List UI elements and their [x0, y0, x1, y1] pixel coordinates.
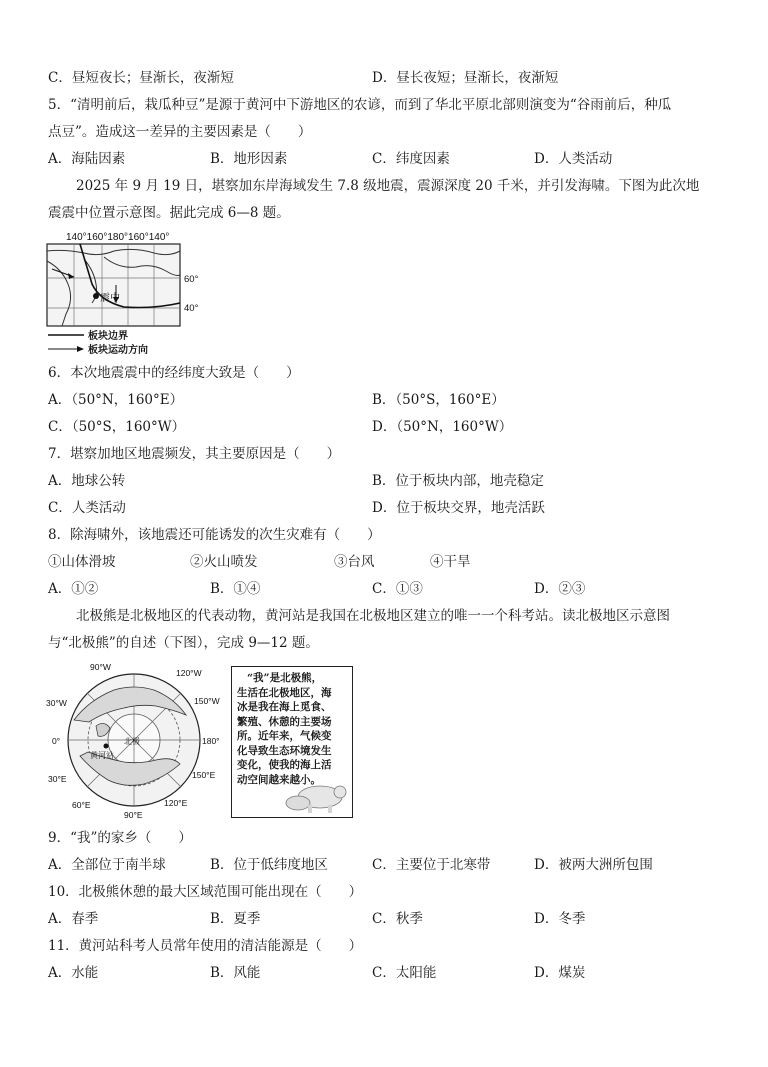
bear-line-5: 所。近年来，气候变 — [237, 730, 332, 742]
q8-stem: 8．除海啸外，该地震还可能诱发的次生灾难有（ ） — [48, 527, 381, 543]
q7-option-b: B．位于板块内部，地壳稳定 — [372, 473, 544, 489]
epicenter-label: 震中 — [100, 293, 120, 304]
q11-stem: 11．黄河站科考人员常年使用的清洁能源是（ ） — [48, 938, 363, 954]
q9-option-d: D．被两大洲所包围 — [534, 857, 653, 873]
bear-line-1: “我”是北极熊， — [247, 672, 323, 684]
lon-90e: 90°E — [124, 810, 143, 820]
arctic-map — [44, 660, 222, 820]
q8-item-2: ②火山喷发 — [190, 554, 258, 570]
q6-stem: 6．本次地震震中的经纬度大致是（ ） — [48, 365, 300, 381]
q11-option-d: D．煤炭 — [534, 965, 586, 981]
q7-option-a: A．地球公转 — [48, 473, 126, 489]
north-pole-label: 北极 — [124, 737, 140, 746]
lon-120e: 120°E — [164, 798, 188, 808]
q6-option-a: A．（50°N，160°E） — [48, 392, 184, 408]
q10-option-c: C．秋季 — [372, 911, 423, 927]
bear-line-7: 变化，使我的海上活 — [237, 759, 332, 771]
map1-lon-labels: 140°160°180°160°140° — [66, 232, 170, 243]
q8-item-1: ①山体滑坡 — [48, 554, 116, 570]
map1-lat-40: 40° — [184, 303, 199, 314]
q11-option-c: C．太阳能 — [372, 965, 437, 981]
bear-line-3: 冰是我在海上觅食、 — [237, 701, 332, 713]
bear-line-8: 动空间越来越小。 — [237, 773, 321, 786]
q5-option-b: B．地形因素 — [210, 151, 288, 167]
lon-90w: 90°W — [90, 662, 111, 672]
passage1-line2: 震震中位置示意图。据此完成 6—8 题。 — [48, 205, 290, 221]
bear-line-2: 生活在北极地区，海 — [237, 686, 332, 699]
q7-option-c: C．人类活动 — [48, 500, 126, 516]
q8-item-4: ④干旱 — [430, 554, 471, 570]
q5-stem-line2: 点豆”。造成这一差异的主要因素是（ ） — [48, 124, 312, 140]
q4-option-d: D．昼长夜短；昼渐长，夜渐短 — [372, 70, 559, 86]
q7-option-d: D．位于板块交界，地壳活跃 — [372, 500, 545, 516]
q8-option-b: B．①④ — [210, 581, 261, 597]
q5-option-a: A．海陆因素 — [48, 151, 126, 167]
bear-line-4: 繁殖、休憩的主要场 — [237, 715, 332, 728]
polar-bear-illustration — [280, 775, 350, 815]
q6-option-b: B．（50°S，160°E） — [372, 392, 505, 408]
legend-boundary-label: 板块边界 — [88, 331, 128, 342]
bear-line-6: 化导致生态环境发生 — [237, 744, 332, 757]
lon-0: 0° — [52, 736, 61, 746]
q11-option-a: A．水能 — [48, 965, 99, 981]
lon-150e: 150°E — [192, 770, 216, 780]
q10-option-a: A．春季 — [48, 911, 99, 927]
q8-option-c: C．①③ — [372, 581, 423, 597]
polar-bear-box — [231, 666, 353, 818]
q6-option-c: C．（50°S，160°W） — [48, 419, 186, 435]
q9-option-b: B．位于低纬度地区 — [210, 857, 328, 873]
q10-stem: 10．北极熊休憩的最大区域范围可能出现在（ ） — [48, 884, 363, 900]
q8-option-d: D．②③ — [534, 581, 586, 597]
q4-option-c: C．昼短夜长；昼渐长，夜渐短 — [48, 70, 234, 86]
q9-stem: 9．“我”的家乡（ ） — [48, 830, 192, 846]
q7-stem: 7．堪察加地区地震频发，其主要原因是（ ） — [48, 446, 341, 462]
q5-stem-line1: 5．“清明前后，栽瓜种豆”是源于黄河中下游地区的农谚，而到了华北平原北部则演变为“谷雨前后，种瓜 — [48, 97, 672, 113]
q11-option-b: B．风能 — [210, 965, 261, 981]
lon-60e: 60°E — [72, 800, 91, 810]
passage2-line2: 与“北极熊”的自述（下图），完成 9—12 题。 — [48, 635, 319, 651]
q5-option-d: D．人类活动 — [534, 151, 613, 167]
epicenter-map — [44, 229, 214, 357]
q5-option-c: C．纬度因素 — [372, 151, 450, 167]
q9-option-c: C．主要位于北寒带 — [372, 857, 491, 873]
station-label: 黄河站 — [90, 751, 114, 760]
lon-150w: 150°W — [194, 696, 220, 706]
q10-option-b: B．夏季 — [210, 911, 261, 927]
q10-option-d: D．冬季 — [534, 911, 586, 927]
lon-30w: 30°W — [46, 698, 67, 708]
lon-180: 180° — [202, 736, 220, 746]
map1-lat-60: 60° — [184, 274, 199, 285]
legend-motion-label: 板块运动方向 — [88, 345, 148, 356]
passage1-line1: 2025 年 9 月 19 日，堪察加东岸海域发生 7.8 级地震，震源深度 20 千米，并引发海啸。下图为此次地 — [76, 178, 700, 194]
q9-option-a: A．全部位于南半球 — [48, 857, 166, 873]
passage2-line1: 北极熊是北极地区的代表动物，黄河站是我国在北极地区建立的唯一一个科考站。读北极地区示意图 — [76, 608, 670, 624]
q6-option-d: D．（50°N，160°W） — [372, 419, 513, 435]
q8-option-a: A．①② — [48, 581, 99, 597]
lon-120w: 120°W — [176, 668, 202, 678]
q8-item-3: ③台风 — [334, 554, 375, 570]
lon-30e: 30°E — [48, 774, 67, 784]
